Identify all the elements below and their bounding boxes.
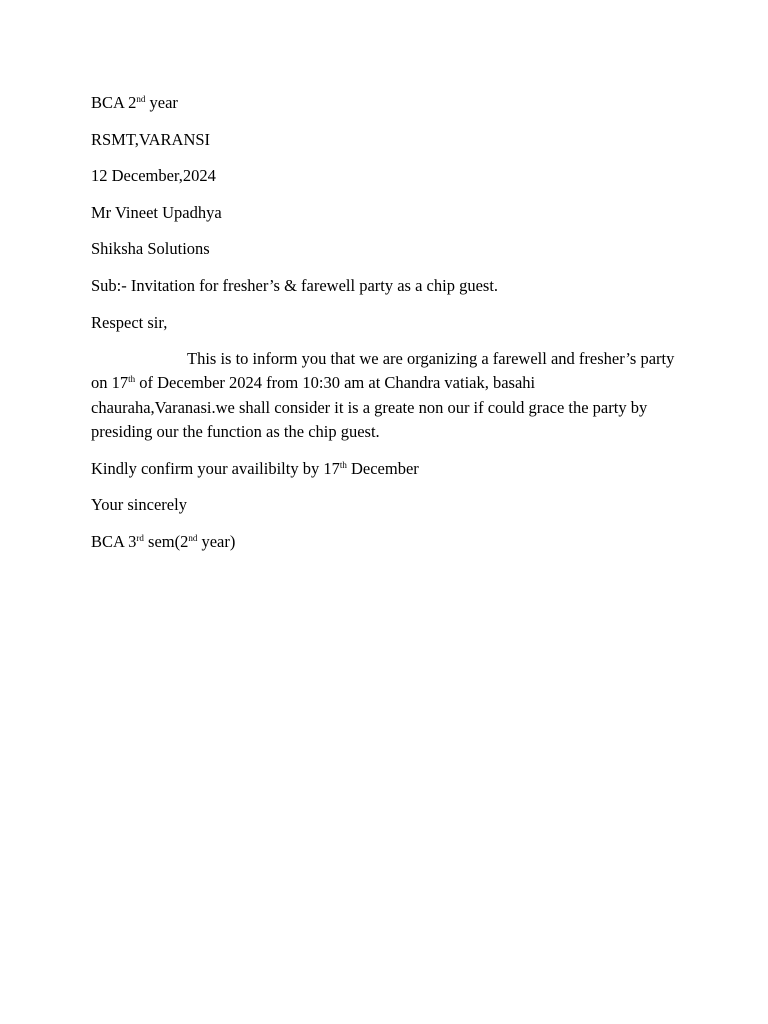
superscript: rd xyxy=(136,532,144,543)
subject-line: Sub:- Invitation for fresher’s & farewell party as a chip guest. xyxy=(91,275,499,295)
signature: BCA 3rd sem(2nd year) xyxy=(91,531,236,551)
closing: Your sincerely xyxy=(91,495,187,515)
superscript: nd xyxy=(188,532,198,543)
salutation: Respect sir, xyxy=(91,312,168,332)
recipient-organization: Shiksha Solutions xyxy=(91,239,210,259)
body-paragraph: This is to inform you that we are organizing a farewell and fresher’s party on 17th of December 2024 from 10:30 am at Chandra vatiak, basahi chauraha,Varanasi.we shall consider it is a greate non our if could grace the party by presiding our the function as the chip guest. xyxy=(91,349,675,442)
sender-class: BCA 2nd year xyxy=(91,93,178,112)
superscript: th xyxy=(339,459,347,470)
sender-institution: RSMT,VARANSI xyxy=(91,129,211,149)
confirm-request: Kindly confirm your availibilty by 17th December xyxy=(91,458,419,478)
superscript: nd xyxy=(136,94,146,104)
letter-date: 12 December,2024 xyxy=(91,166,216,186)
superscript: th xyxy=(128,374,136,385)
letter xyxy=(91,91,681,566)
recipient-name: Mr Vineet Upadhya xyxy=(91,202,222,222)
